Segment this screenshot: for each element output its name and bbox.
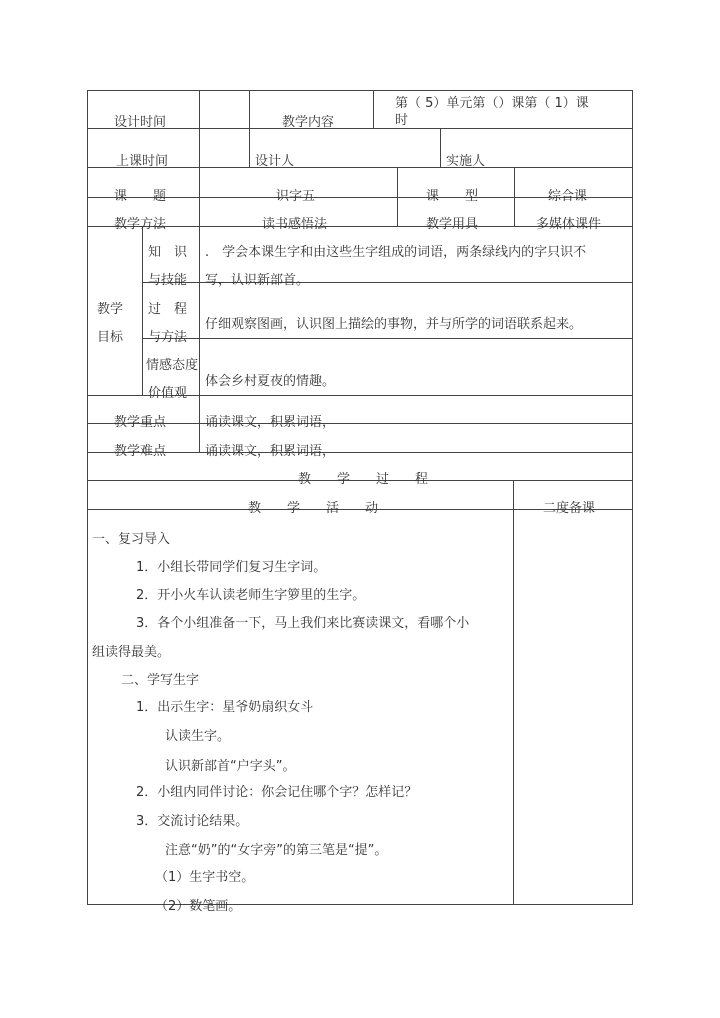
objective-category: 过 程 bbox=[148, 302, 188, 317]
activity-line: 注意“奶”的“女字旁”的第三笔是“提”。 bbox=[165, 843, 388, 858]
col-divider bbox=[440, 128, 441, 167]
activity-line: 1．出示生字：星爷奶扇织女斗 bbox=[136, 700, 314, 715]
content-label: 教学内容 bbox=[282, 115, 335, 130]
row-divider bbox=[87, 128, 633, 129]
activity-line: （2）数笔画。 bbox=[155, 899, 242, 914]
designer-label: 设计人 bbox=[255, 154, 295, 169]
activity-line: 组读得最美。 bbox=[92, 645, 171, 660]
unit-info: 第（ 5）单元第（）课第（ 1）课 bbox=[395, 96, 589, 111]
activity-line: 二、学写生字 bbox=[121, 673, 200, 688]
table-border bbox=[87, 90, 88, 905]
method-value: 读书感悟法 bbox=[262, 217, 328, 232]
activity-line: 一、复习导入 bbox=[92, 532, 171, 547]
objectives-label: 目标 bbox=[97, 330, 124, 345]
topic-label: 课题 bbox=[114, 189, 193, 204]
process-title: 教学过程 bbox=[298, 472, 455, 487]
row-divider bbox=[87, 167, 633, 168]
objective-text: . 学会本课生字和由这些生字组成的词语，两条绿线内的字只识不 bbox=[205, 245, 587, 260]
topic-value: 识字五 bbox=[276, 189, 316, 204]
col-divider bbox=[397, 167, 398, 226]
activity-line: 3．各个小组准备一下，马上我们来比赛读课文，看哪个小 bbox=[136, 616, 470, 631]
activity-line: 认读生字。 bbox=[165, 729, 231, 744]
col-divider bbox=[373, 90, 374, 128]
objectives-label: 教学 bbox=[97, 302, 124, 317]
col-divider bbox=[199, 167, 200, 452]
objective-text: 写，认识新部首。 bbox=[205, 273, 310, 288]
key-point-value: 诵读课文，积累词语， bbox=[205, 415, 336, 430]
unit-info-cont: 时 bbox=[395, 113, 409, 128]
col-divider bbox=[142, 226, 143, 395]
class-time-label: 上课时间 bbox=[116, 154, 169, 169]
row-divider bbox=[142, 338, 633, 339]
objective-text: 体会乡村夏夜的情趣。 bbox=[205, 374, 336, 389]
col-divider bbox=[513, 480, 514, 904]
table-border bbox=[632, 90, 633, 905]
activity-header: 教学活动 bbox=[248, 501, 405, 516]
objective-category: 情感态度 bbox=[146, 358, 199, 373]
table-border bbox=[87, 90, 633, 91]
objective-category: 与方法 bbox=[148, 330, 188, 345]
row-divider bbox=[87, 423, 633, 424]
design-time-label: 设计时间 bbox=[114, 115, 167, 130]
row-divider bbox=[87, 452, 633, 453]
activity-line: 1．小组长带同学们复习生字词。 bbox=[136, 560, 327, 575]
col-divider bbox=[514, 167, 515, 226]
activity-line: （1）生字书空。 bbox=[155, 870, 255, 885]
objective-category: 价值观 bbox=[148, 386, 188, 401]
activity-line: 2．小组内同伴讨论：你会记住哪个字？怎样记？ bbox=[136, 785, 418, 800]
method-label: 教学方法 bbox=[114, 217, 167, 232]
type-value: 综合课 bbox=[548, 189, 588, 204]
tools-label: 教学用具 bbox=[426, 217, 479, 232]
objective-category: 知 识 bbox=[148, 245, 188, 260]
difficulty-label: 教学难点 bbox=[114, 444, 167, 459]
type-label: 课型 bbox=[426, 189, 505, 204]
activity-line: 2．开小火车认读老师生字箩里的生字。 bbox=[136, 588, 366, 603]
implementer-label: 实施人 bbox=[446, 154, 486, 169]
activity-line: 认识新部首“户字头”。 bbox=[165, 759, 296, 774]
activity-line: 3．交流讨论结果。 bbox=[136, 814, 249, 829]
objective-category: 与技能 bbox=[148, 273, 188, 288]
objective-text: 仔细观察图画，认识图上描绘的事物，并与所学的词语联系起来。 bbox=[205, 317, 583, 332]
col-divider bbox=[249, 90, 250, 167]
second-prep-header: 二度备课 bbox=[543, 501, 596, 516]
tools-value: 多媒体课件 bbox=[536, 217, 602, 232]
key-point-label: 教学重点 bbox=[114, 415, 167, 430]
difficulty-value: 诵读课文，积累词语， bbox=[205, 444, 336, 459]
col-divider bbox=[199, 90, 200, 167]
